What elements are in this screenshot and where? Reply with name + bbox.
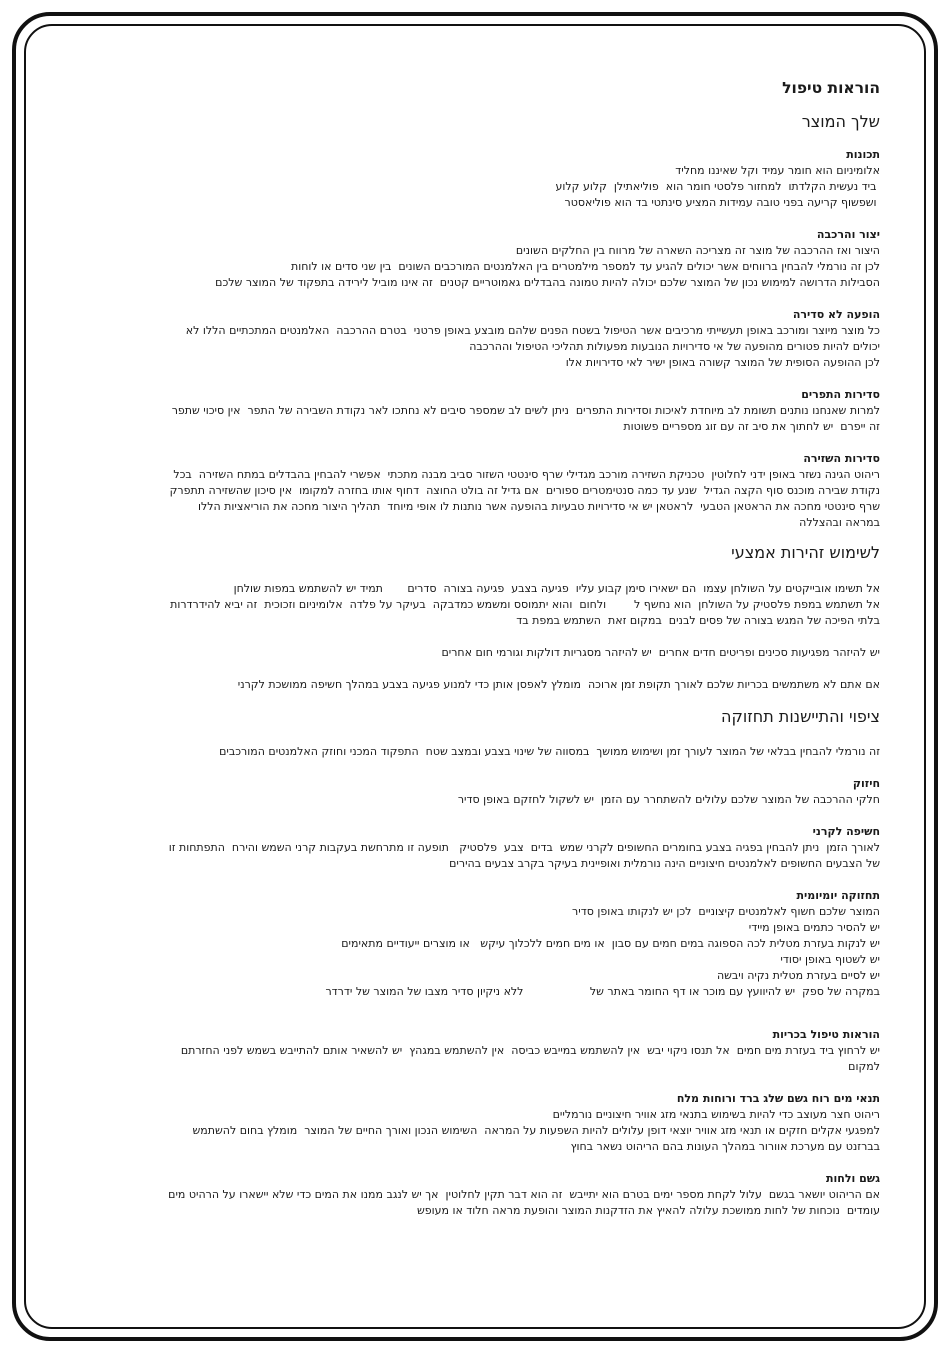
safety-paragraphs — [66, 581, 880, 693]
body-line: נקודת שבירה מוכנס סוף הקצה הגדיל שנע עד כמה סנטימטרים ספורים אם גדיל זה בולט החוצה דחוף אותו בחזרה למקומו אין סיכון שהשזירה תתפרק — [169, 484, 880, 497]
body-line: יש לרחוץ ביד בעזרת מים חמים אל תנסו ניקוי יבש אין להשתמש במייבש כביסה אין להשתמש במגהץ יש להשאיר אותם להתייבש בשמש לפני החזרתם — [180, 1044, 880, 1057]
safety-paragraph — [66, 677, 880, 693]
body-line: עומדים נוכחות של לחות ממושכת עלולה להאיץ את הזדקנות המוצר והופעת מראה חלוד או מעופש — [416, 1204, 880, 1217]
care-intro: זה נורמלי להבחין בבלאי של המוצר לעורך זמן ושימוש ממושך במסווה של שינוי בצבע ובמצב שטח התפקוד המכני וחוזק האלמנטים המורכבים — [219, 745, 880, 758]
block-title: תנאי מים רוח גשם שלג ברד ורוחות מלח — [676, 1092, 880, 1105]
body-line: בברזנט עם מערכת אוורור במהלך העונות בהם הריהוט נשאר בחוץ — [570, 1140, 880, 1153]
body-line: זה ייפרם יש לחתוך את סיב זה עם זוג מספריים פשוטות — [623, 420, 880, 433]
text-block — [66, 776, 880, 808]
text-block — [66, 307, 880, 371]
block-title: חיזוק — [852, 777, 880, 790]
section-title-product: שלך המוצר — [801, 112, 880, 131]
body-line: המוצר שלכם חשוף לאלמנטים קיצוניים לכן יש לנקותו באופן סדיר — [572, 905, 880, 918]
body-line: הסבילות הדרושה למימוש נכון של המוצר שלכם יכולה להיות טמונה בהבדלים גאמוטריים קטנים זה אינו מוביל לירידה בתפקוד של המוצר שלכם — [215, 276, 880, 289]
body-line: יש להיזהר מפגיעות סכינים ופריטים חדים אחרים יש להיזהר מסגריות דולקות וגורמי חום אחרים — [441, 646, 880, 659]
safety-paragraph — [66, 645, 880, 661]
body-line: יש לנקות בעזרת מטלית לכה הספוגה במים חמים עם סבון או מים חמים ללכלוך עיקש או מוצרים ייעודיים מתאימים — [341, 937, 880, 950]
body-line: של הצבעים החשופים לאלמנטים חיצוניים הינה נורמלית ואופיינית בעיקר בקרב צבעים בהירים — [449, 857, 880, 870]
body-line: למקום — [848, 1060, 880, 1073]
block-title: גשם ולחות — [825, 1172, 880, 1185]
text-block — [66, 888, 880, 1000]
body-line: אל תשתמש במפת פלסטיק על השולחן הוא נחשף ל ולחום והוא יתמוסס ומשמש כמדבקה בעיקר על פלדה אלומיניום וזכוכית זה יביא להידרדרות — [170, 598, 880, 611]
product-blocks — [66, 147, 880, 531]
body-line: יש לשטוף באופן יסודי — [780, 953, 880, 966]
body-line: במראה ובהצללה — [799, 516, 880, 529]
body-line: כל מוצר מיוצר ומורכב באופן תעשייתי מרכיבים אשר הטיפול בשטח הפנים שלהם מובצע באופן פרטני בטרם ההרכבה האלמנטים המתכתיים הללו לא — [185, 324, 880, 337]
document-body — [66, 78, 880, 1219]
body-line: אל תשימו אובייקטים על השולחן עצמו הם ישאירו סימן קבוע עליו פגיעה בצבע פגיעה בצורה סדרים תמיד יש להשתמש במפות שולחן — [233, 582, 880, 595]
text-block — [66, 147, 880, 211]
body-line: לכן זה נורמלי להבחין ברווחים אשר יכולים להגיע עד למספר מילמטרים בין האלמנטים המורכבים השונים בין שני סדים או לוחות — [291, 260, 880, 273]
document-title: הוראות טיפול — [782, 79, 880, 97]
block-title: תחזוקה יומיומית — [796, 889, 880, 902]
block-title: הוראות טיפול בכריות — [772, 1028, 880, 1041]
body-line: יש להסיר כתמים באופן מיידי — [748, 921, 880, 934]
body-line: לאורך הזמן ניתן להבחין בפגיה בצבע בחומרים החשופים לקרני שמש בדים צבע פלסטיק תופעה זו מתרחשת בעקבות קרני השמש והירח התפתחות זו — [168, 841, 880, 854]
block-title: סדירות התפרים — [801, 388, 880, 401]
care-blocks — [66, 776, 880, 1219]
text-block — [66, 451, 880, 531]
body-line: למרות שאנחנו נותנים תשומת לב מיוחדת לאיכות וסדירות התפרים ניתן לשים לב שמספר סיבים לא נחתכו לאר נקודת השבירה של התפר אין סיכוי שתפר — [171, 404, 880, 417]
block-title: יצור והרכבה — [816, 228, 880, 241]
section-title-safety: לשימוש זהירות אמצעי — [731, 543, 880, 562]
body-line: ביד נעשית הקלדתו למחזור פלסטי חומר הוא פוליאתילן קלוע קלוע — [555, 180, 880, 193]
body-line: למפגעי אקלים חזקים או תנאי מזג אוויר יוצאי דופן עלולים להיות השפעות על המראה השימוש הנכון ואורך החיים של המוצר מומלץ בחום להשתמש — [192, 1124, 880, 1137]
body-line: בלתי הפיכה של המגש בצורה של פסים לבנים במקום זאת השתמש במפת בד — [516, 614, 880, 627]
body-line: היצור ואז ההרכבה של מוצר זה מצריכה השארה של מרווח בין החלקים השונים — [515, 244, 880, 257]
text-block — [66, 387, 880, 435]
safety-paragraph — [66, 581, 880, 629]
body-line: ריהוט חצר מעוצב כדי להיות בשימוש בתנאי מזג אוויר חיצוניים נורמליים — [552, 1108, 880, 1121]
body-line: ושפשוף קריעה בפני טובה עמידות המציע סינתטי בד הוא פוליאסטר — [564, 196, 880, 209]
block-title: הופעה לא סדירה — [792, 308, 880, 321]
text-block — [66, 824, 880, 872]
body-line: לכן ההופעה הסופית של המוצר קשורה באופן ישיר לאי סדירויות אלו — [565, 356, 880, 369]
body-line: במקרה של ספק יש להיוועץ עם מוכר או דף החומר באתר של ללא ניקיון סדיר מצבו של המוצר של ידרדר — [325, 985, 880, 998]
body-line: יש לסיים בעזרת מטלית נקיה ויבשה — [716, 969, 880, 982]
body-line: אם אתם לא משתמשים בכריות שלכם לאורך תקופת זמן ארוכה מומלץ לאפסן אותן כדי למנוע פגיעה בצבע במהלך חשיפה ממושכת לקרני — [220, 678, 880, 691]
body-line: חלקי ההרכבה של המוצר שלכם עלולים להשתחרר עם הזמן יש לשקול לחזקם באופן סדיר — [457, 793, 880, 806]
body-line: שרף סינטטי מחכה את הראטאן הטבעי לראטאן יש אי סדירויות טבעיות בהופעה אשר נותנות לו אופי מיוחד תהליך היצור מחכה את הוריאציות הללו — [197, 500, 880, 513]
body-line: אלומיניום הוא חומר עמיד וקל שאיננו מחליד — [675, 164, 880, 177]
text-block — [66, 1171, 880, 1219]
text-block — [66, 227, 880, 291]
body-line: אם הריהוט יושאר בגשם עלול לקחת מספר ימים בטרם הוא יתייבש זה הוא דבר תקין לחלוטין אך יש לנגב ממנו את המים כדי שלא יישארו על הרהיט מים — [168, 1188, 880, 1201]
block-title: סדירות השזירה — [803, 452, 880, 465]
text-block — [66, 1027, 880, 1075]
text-block — [66, 1091, 880, 1155]
block-title: תכונות — [846, 148, 880, 161]
block-title: חשיפה לקרני — [812, 825, 880, 838]
section-title-care: ציפוי והתיישנות תחזוקה — [721, 707, 880, 726]
body-line: ריהוט הגינה נשזר באופן ידני לחלוטין טכניקת השזירה מורכב מגדילי שרף סינטטי השזור סביב מבנה מתכתי אפשרי להבחין בהבדלים במתח השזירה בכל — [173, 468, 880, 481]
body-line: יכולים להיות פטורים מהופעה של אי סדירויות הנובעות מפעולות תהליכי הטיפול וההרכבה — [469, 340, 880, 353]
